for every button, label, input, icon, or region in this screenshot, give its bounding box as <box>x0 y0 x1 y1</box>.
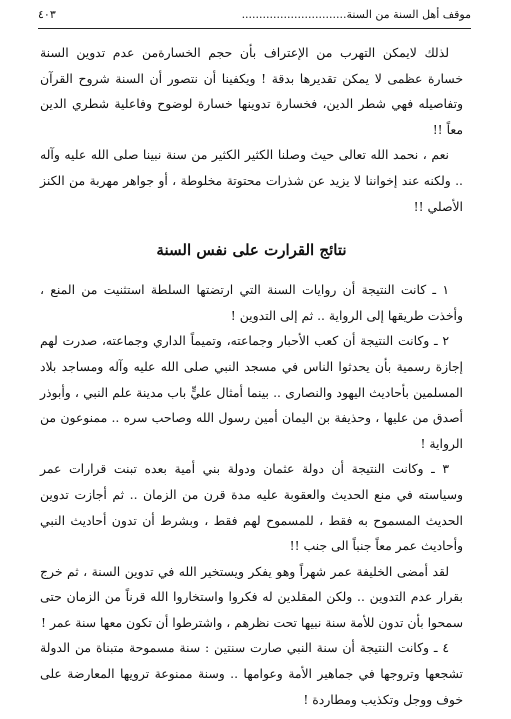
result-paragraph-1: ١ ـ كانت النتيجة أن روايات السنة التي ارتضتها السلطة استثنيت من المنع ، وأخذت طريقها إلى الرواية .. ثم إلى التدوين ! <box>40 282 463 323</box>
running-head-title: موقف أهل السنة من السنة.............................. <box>241 8 471 21</box>
page-number: ٤٠٣ <box>38 8 56 21</box>
result-paragraph-2: ٢ ـ وكانت النتيجة أن كعب الأحبار وجماعته، وتميماً الداري وجماعته، صدرت لهم إجازة رسمية بأن يحدثوا الناس في مسجد النبي صلى الله عليه وآله ومساجد بلاد المسلمين بأحاديث اليهود والنصارى .. بينما أمثال عليٍّ باب مدينة علم النبي ، وأبوذر أصدق من عليها ، وحذيفة بن اليمان أمين رسول الله وصاحب سره .. ممنوعون من الرواية ! <box>40 333 463 451</box>
page-body <box>40 40 463 712</box>
result-paragraph-5: ٤ ـ وكانت النتيجة أن سنة النبي صارت سنتين : سنة مسموحة متبناة من الدولة تشجعها وتروجها في جماهير الأمة وعوامها .. وسنة ممنوعة ترويها المعارضة على خوف ووجل وتكذيب ومطاردة ! <box>40 640 463 707</box>
intro-paragraph-1: لذلك لايمكن التهرب من الإعتراف بأن حجم الخسارةمن عدم تدوين السنة خسارة عظمى لا يمكن تقديرها بدقة ! ويكفينا أن نتصور أن السنة شروح القرآن وتفاصيله فهي شطر الدين، فخسارة تدوينها خسارة لوضوح وفاعلية شطري الدين معاً !! <box>40 45 463 137</box>
result-paragraph-4: لقد أمضى الخليفة عمر شهراً وهو يفكر ويستخير الله في تدوين السنة ، ثم خرج بقرار عدم التدوين .. ولكن المقلدين له فكروا واستخاروا الله قرناً من الزمان حتى سمحوا بأن تدون للأمة سنة نبيها تحت نظرهم ، واشترطوا أن تكون معها سنة عمر ! <box>40 563 463 630</box>
intro-paragraph-2: نعم ، نحمد الله تعالى حيث وصلنا الكثير الكثير من سنة نبينا صلى الله عليه وآله .. ولكنه عند إخواننا لا يزيد عن شذرات محتوتة مخلوطة ، أو جواهر مهربة من الكنز الأصلي !! <box>40 147 463 214</box>
result-paragraph-3: ٣ ـ وكانت النتيجة أن دولة عثمان ودولة بني أمية بعده تبنت قرارات عمر وسياسته في منع الحديث والعقوبة عليه مدة قرن من الزمان .. ثم أجازت تدوين الحديث المسموح به فقط ، للمسموح لهم فقط ، وبشرط أن تدون أحاديث النبي وأحاديث عمر معاً جنباً الى جنب !! <box>40 461 463 554</box>
running-header <box>38 6 471 24</box>
header-rule <box>38 28 471 29</box>
section-title: نتائج القرارت على نفس السنة <box>156 241 347 260</box>
